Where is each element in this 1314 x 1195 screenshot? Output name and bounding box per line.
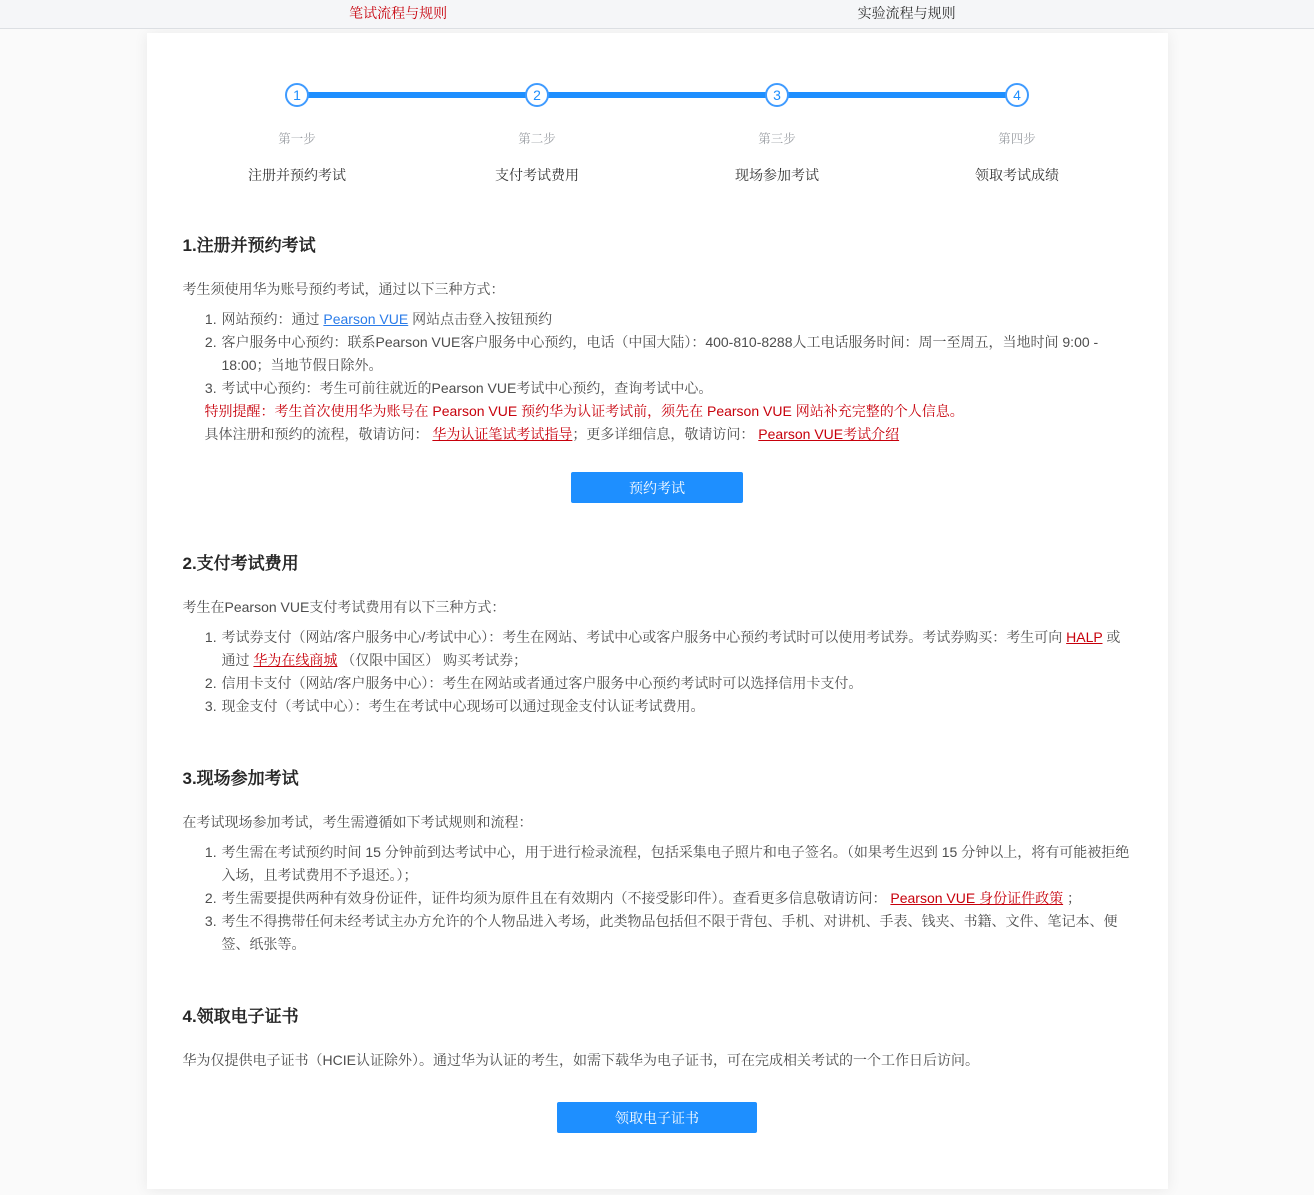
book-exam-button[interactable]: 预约考试: [571, 472, 743, 503]
step-1-circle: 1: [285, 83, 309, 107]
list-item: [221, 626, 1132, 672]
item-text: 考生不得携带任何未经考试主办方允许的个人物品进入考场，此类物品包括但不限于背包、手机、对讲机、手表、钱夹、书籍、文件、笔记本、便签、纸张等。: [221, 913, 1118, 952]
item-text: 考生需要提供两种有效身份证件，证件均须为原件且在有效期内（不接受影印件）。查看更多信息敬请访问：: [221, 890, 891, 906]
list-item: [221, 695, 1132, 718]
section-4-intro: 华为仅提供电子证书（HCIE认证除外）。通过华为认证的考生，如需下载华为电子证书，可在完成相关考试的一个工作日后访问。: [182, 1052, 979, 1068]
pearson-vue-exam-intro-link[interactable]: Pearson VUE考试介绍: [758, 426, 900, 442]
step-4-circle: 4: [1005, 83, 1029, 107]
item-text: 现金支付（考试中心）：考生在考试中心现场可以通过现金支付认证考试费用。: [221, 698, 705, 714]
list-item: [221, 308, 1132, 331]
step-3-sublabel: 第三步: [758, 132, 796, 146]
section-1-title: 1.注册并预约考试: [182, 236, 316, 255]
list-item: [221, 910, 1132, 956]
section-4-title: 4.领取电子证书: [182, 1007, 299, 1026]
list-item: [221, 841, 1132, 887]
item-text: 或通过: [221, 629, 1121, 668]
item-text: 考试中心预约：考生可前往就近的Pearson VUE考试中心预约，查询考试中心。: [221, 380, 713, 396]
guide-text: ；更多详细信息，敬请访问：: [572, 426, 759, 442]
item-text: 考试券支付（网站/客户服务中心/考试中心）：考生在网站、考试中心或客户服务中心预约考试时可以使用考试券。考试券购买：考生可向: [221, 629, 1067, 645]
step-2-name: 支付考试费用: [495, 167, 579, 183]
item-text: ；: [1063, 890, 1081, 906]
halp-link[interactable]: HALP: [1066, 629, 1103, 645]
pearson-vue-link[interactable]: Pearson VUE: [323, 311, 409, 327]
step-1-name: 注册并预约考试: [248, 167, 346, 183]
section-2-title: 2.支付考试费用: [182, 554, 299, 573]
section-1-intro: 考生须使用华为账号预约考试，通过以下三种方式：: [182, 281, 505, 297]
section-1-list: [183, 308, 1132, 400]
item-text: 网站点击登入按钮预约: [408, 311, 553, 327]
list-item: [221, 377, 1132, 400]
list-item: [221, 672, 1132, 695]
step-1-sublabel: 第一步: [278, 132, 316, 146]
section-2-intro: 考生在Pearson VUE支付考试费用有以下三种方式：: [182, 599, 506, 615]
section-3-title: 3.现场参加考试: [182, 769, 299, 788]
item-text: 客户服务中心预约：联系Pearson VUE客户服务中心预约，电话（中国大陆）：400-810-8288人工电话服务时间：周一至周五，当地时间 9:00 - 18:00；当地节假日除外。: [221, 334, 1099, 373]
step-4-sublabel: 第四步: [998, 132, 1036, 146]
exam-steps-stepper: [237, 33, 1077, 185]
guide-text: 具体注册和预约的流程，敬请访问：: [204, 426, 433, 442]
step-2: [477, 83, 597, 185]
section-3-intro: 在考试现场参加考试，考生需遵循如下考试规则和流程：: [182, 814, 533, 830]
registration-guide-line: [205, 423, 1132, 446]
step-4-name: 领取考试成绩: [975, 167, 1059, 183]
step-4: [957, 83, 1077, 185]
item-text: 考生需在考试预约时间 15 分钟前到达考试中心，用于进行检录流程，包括采集电子照片和电子签名。（如果考生迟到 15 分钟以上，将有可能被拒绝入场，且考试费用不予退还。）；: [221, 844, 1130, 883]
step-2-sublabel: 第二步: [518, 132, 556, 146]
step-3: [717, 83, 837, 185]
item-text: 信用卡支付（网站/客户服务中心）：考生在网站或者通过客户服务中心预约考试时可以选择信用卡支付。: [221, 675, 863, 691]
step-3-name: 现场参加考试: [735, 167, 819, 183]
top-tab-bar: [0, 0, 1314, 29]
section-3-list: [183, 841, 1132, 956]
list-item: [221, 887, 1132, 910]
item-text: （仅限中国区） 购买考试券；: [337, 652, 528, 668]
tab-lab-exam-rules[interactable]: 实验流程与规则: [857, 5, 956, 21]
step-3-circle: 3: [765, 83, 789, 107]
written-exam-guide-link[interactable]: 华为认证笔试考试指导: [432, 426, 573, 442]
huawei-online-store-link[interactable]: 华为在线商城: [253, 652, 338, 668]
exam-process-card: [147, 33, 1168, 1189]
special-reminder: 特别提醒：考生首次使用华为账号在 Pearson VUE 预约华为认证考试前，须先在 Pearson VUE 网站补充完整的个人信息。: [204, 403, 964, 419]
step-1: [237, 83, 357, 185]
tab-written-exam-rules[interactable]: 笔试流程与规则: [349, 5, 448, 21]
step-2-circle: 2: [525, 83, 549, 107]
item-text: 网站预约：通过: [221, 311, 324, 327]
get-ecertificate-button[interactable]: 领取电子证书: [557, 1102, 757, 1133]
list-item: [221, 331, 1132, 377]
id-policy-link[interactable]: Pearson VUE 身份证件政策: [890, 890, 1064, 906]
section-2-list: [183, 626, 1132, 718]
